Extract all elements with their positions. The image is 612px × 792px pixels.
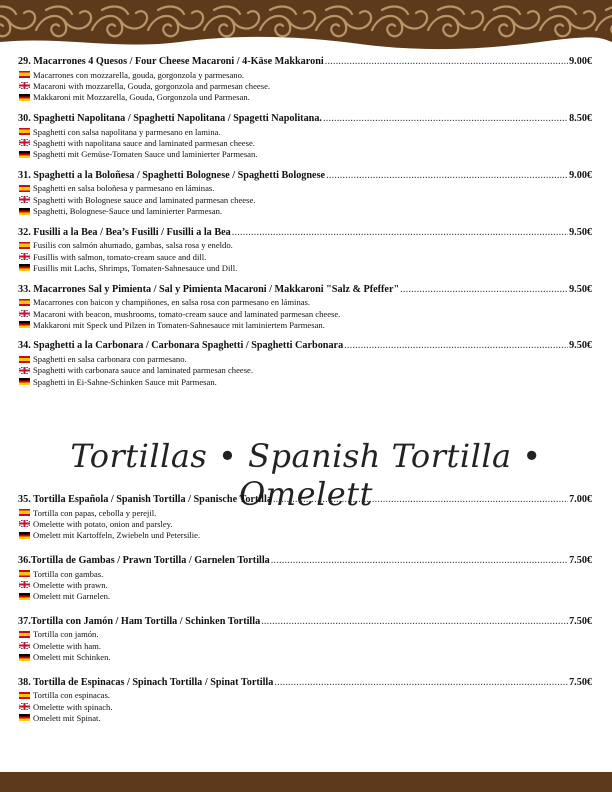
dish-description-de <box>18 319 592 330</box>
description-text: Omelett mit Kartoffeln, Zwiebeln und Petersilie. <box>33 530 201 541</box>
description-text: Tortilla con papas, cebolla y perejil. <box>33 507 157 518</box>
description-text: Tortilla con gambas. <box>33 568 104 579</box>
menu-item <box>18 170 592 217</box>
dish-description-es <box>18 69 592 80</box>
description-text: Spaghetti with carbonara sauce and laminated parmesan cheese. <box>33 365 254 376</box>
menu-item <box>18 56 592 103</box>
dish-description-uk <box>18 701 592 712</box>
dot-leader <box>325 56 568 67</box>
dot-leader <box>344 340 568 351</box>
dish-description-uk <box>18 579 592 590</box>
description-text: Spaghetti mit Gemüse-Tomaten Sauce und laminierter Parmesan. <box>33 149 258 160</box>
uk-flag-icon <box>19 139 30 146</box>
dish-description-es <box>18 629 592 640</box>
baroque-ornament <box>0 0 612 50</box>
description-text: Macaroni with beacon, mushrooms, tomato-cream sauce and laminated parmesan cheese. <box>33 308 341 319</box>
dish-price: 9.00€ <box>569 169 592 181</box>
uk-flag-icon <box>19 196 30 203</box>
menu-item <box>18 555 592 602</box>
dot-leader <box>274 677 568 688</box>
description-text: Makkaroni mit Mozzarella, Gouda, Gorgonzola und Parmesan. <box>33 92 250 103</box>
menu-item <box>18 284 592 331</box>
section-title: Tortillas • Spanish Tortilla • Omelett <box>70 437 542 513</box>
dish-name: 30. Spaghetti Napolitana / Spaghetti Napolitana / Spagetti Napolitana. <box>18 112 322 124</box>
dish-price: 7.50€ <box>569 676 592 688</box>
dish-description-de <box>18 92 592 103</box>
germany-flag-icon <box>19 264 30 271</box>
dish-description-de <box>18 651 592 662</box>
germany-flag-icon <box>19 532 30 539</box>
dish-price: 9.50€ <box>569 226 592 238</box>
dish-price: 7.50€ <box>569 615 592 627</box>
dish-name: 37.Tortilla con Jamón / Ham Tortilla / Schinken Tortilla <box>18 615 261 627</box>
description-text: Makkaroni mit Speck und Pilzen in Tomaten-Sahnesauce mit laminiertem Parmesan. <box>33 319 325 330</box>
description-text: Fusillis mit Lachs, Shrimps, Tomaten-Sahnesauce und Dill. <box>33 262 238 273</box>
menu-item-heading <box>18 56 592 69</box>
dish-description-de <box>18 262 592 273</box>
menu-item <box>18 340 592 387</box>
dot-leader <box>326 170 568 181</box>
dish-description-es <box>18 568 592 579</box>
uk-flag-icon <box>19 581 30 588</box>
dish-description-uk <box>18 80 592 91</box>
dish-description-de <box>18 205 592 216</box>
germany-flag-icon <box>19 321 30 328</box>
description-text: Spaghetti with napolitana sauce and laminated parmesan cheese. <box>33 137 255 148</box>
uk-flag-icon <box>19 253 30 260</box>
description-text: Spaghetti con salsa napolitana y parmesano en lamina. <box>33 126 221 137</box>
dish-description-es <box>18 353 592 364</box>
dish-price: 9.50€ <box>569 283 592 295</box>
dish-name: 29. Macarrones 4 Quesos / Four Cheese Macaroni / 4-Käse Makkaroni <box>18 56 324 67</box>
dish-description-uk <box>18 137 592 148</box>
dish-description-de <box>18 148 592 159</box>
germany-flag-icon <box>19 378 30 385</box>
menu-item-heading <box>18 616 592 629</box>
dish-description-uk <box>18 640 592 651</box>
dish-description-es <box>18 507 592 518</box>
dish-description-es <box>18 183 592 194</box>
tortilla-menu-list <box>18 494 592 738</box>
dish-description-es <box>18 297 592 308</box>
dish-description-uk <box>18 194 592 205</box>
spain-flag-icon <box>19 71 30 78</box>
dish-description-es <box>18 690 592 701</box>
dish-name: 31. Spaghetti a la Boloñesa / Spaghetti Bolognese / Spaghetti Bolognese <box>18 169 326 181</box>
menu-item-heading <box>18 555 592 568</box>
description-text: Macarrones con mozzarella, gouda, gorgonzola y parmesano. <box>33 69 245 80</box>
description-text: Omelette with ham. <box>33 640 102 651</box>
menu-item-heading <box>18 284 592 297</box>
spain-flag-icon <box>19 509 30 516</box>
uk-flag-icon <box>19 703 30 710</box>
dot-leader <box>261 616 568 627</box>
germany-flag-icon <box>19 94 30 101</box>
description-text: Spaghetti in Ei-Sahne-Schinken Sauce mit Parmesan. <box>33 376 217 387</box>
uk-flag-icon <box>19 367 30 374</box>
menu-item-heading <box>18 340 592 353</box>
menu-item <box>18 494 592 541</box>
spain-flag-icon <box>19 356 30 363</box>
menu-item-heading <box>18 227 592 240</box>
dish-price: 9.00€ <box>569 56 592 67</box>
dish-name: 33. Macarrones Sal y Pimienta / Sal y Pimienta Macaroni / Makkaroni "Salz & Pfeffer" <box>18 283 400 295</box>
description-text: Macarrones con baicon y champiñones, en salsa rosa con parmesano en láminas. <box>33 297 311 308</box>
spain-flag-icon <box>19 128 30 135</box>
germany-flag-icon <box>19 714 30 721</box>
germany-flag-icon <box>19 208 30 215</box>
dish-price: 8.50€ <box>569 112 592 124</box>
dot-leader <box>273 494 568 505</box>
spain-flag-icon <box>19 570 30 577</box>
dish-price: 7.00€ <box>569 494 592 505</box>
dish-name: 38. Tortilla de Espinacas / Spinach Tortilla / Spinat Tortilla <box>18 676 274 688</box>
pasta-menu-list <box>18 56 592 397</box>
dish-description-uk <box>18 251 592 262</box>
uk-flag-icon <box>19 82 30 89</box>
menu-item-heading <box>18 494 592 507</box>
spain-flag-icon <box>19 242 30 249</box>
germany-flag-icon <box>19 151 30 158</box>
description-text: Fusillis with salmon, tomato-cream sauce and dill. <box>33 251 207 262</box>
dish-name: 35. Tortilla Española / Spanish Tortilla / Spanische Tortilla <box>18 494 272 505</box>
description-text: Omelett mit Garnelen. <box>33 591 111 602</box>
footer-band <box>0 772 612 792</box>
dish-name: 32. Fusilli a la Bea / Bea’s Fusilli / Fusilli a la Bea <box>18 226 231 238</box>
description-text: Spaghetti en salsa carbonara con parmesano. <box>33 354 187 365</box>
description-text: Omelette with potato, onion and parsley. <box>33 518 173 529</box>
dot-leader <box>400 284 568 295</box>
description-text: Omelette with prawn. <box>33 579 108 590</box>
dot-leader <box>232 227 568 238</box>
spain-flag-icon <box>19 299 30 306</box>
germany-flag-icon <box>19 654 30 661</box>
dish-description-de <box>18 590 592 601</box>
menu-item <box>18 616 592 663</box>
menu-item <box>18 677 592 724</box>
description-text: Tortilla con espinacas. <box>33 690 110 701</box>
dish-description-de <box>18 712 592 723</box>
dish-description-de <box>18 376 592 387</box>
menu-item-heading <box>18 170 592 183</box>
dish-description-de <box>18 530 592 541</box>
menu-item-heading <box>18 677 592 690</box>
dish-price: 7.50€ <box>569 554 592 566</box>
dish-description-es <box>18 240 592 251</box>
description-text: Spaghetti with Bolognese sauce and laminated parmesan cheese. <box>33 194 256 205</box>
ornamental-header-band <box>0 0 612 50</box>
spain-flag-icon <box>19 692 30 699</box>
description-text: Spaghetti, Bolognese-Sauce und laminierter Parmesan. <box>33 206 223 217</box>
description-text: Macaroni with mozzarella, Gouda, gorgonzola and parmesan cheese. <box>33 80 271 91</box>
description-text: Omelett mit Spinat. <box>33 712 101 723</box>
germany-flag-icon <box>19 593 30 600</box>
menu-item <box>18 227 592 274</box>
uk-flag-icon <box>19 642 30 649</box>
dish-name: 36.Tortilla de Gambas / Prawn Tortilla / Garnelen Tortilla <box>18 554 270 566</box>
dish-price: 9.50€ <box>569 340 592 352</box>
menu-item <box>18 113 592 160</box>
dot-leader <box>271 555 568 566</box>
dish-name: 34. Spaghetti a la Carbonara / Carbonara Spaghetti / Spaghetti Carbonara <box>18 340 344 352</box>
description-text: Omelett mit Schinken. <box>33 652 111 663</box>
description-text: Fusilis con salmón ahumado, gambas, salsa rosa y eneldo. <box>33 240 233 251</box>
dish-description-uk <box>18 518 592 529</box>
dot-leader <box>323 113 568 124</box>
dish-description-es <box>18 126 592 137</box>
description-text: Omelette with spinach. <box>33 701 113 712</box>
menu-item-heading <box>18 113 592 126</box>
dish-description-uk <box>18 365 592 376</box>
description-text: Tortilla con jamón. <box>33 629 99 640</box>
spain-flag-icon <box>19 185 30 192</box>
uk-flag-icon <box>19 520 30 527</box>
dish-description-uk <box>18 308 592 319</box>
uk-flag-icon <box>19 310 30 317</box>
spain-flag-icon <box>19 631 30 638</box>
description-text: Spaghetti en salsa boloñesa y parmesano en láminas. <box>33 183 215 194</box>
